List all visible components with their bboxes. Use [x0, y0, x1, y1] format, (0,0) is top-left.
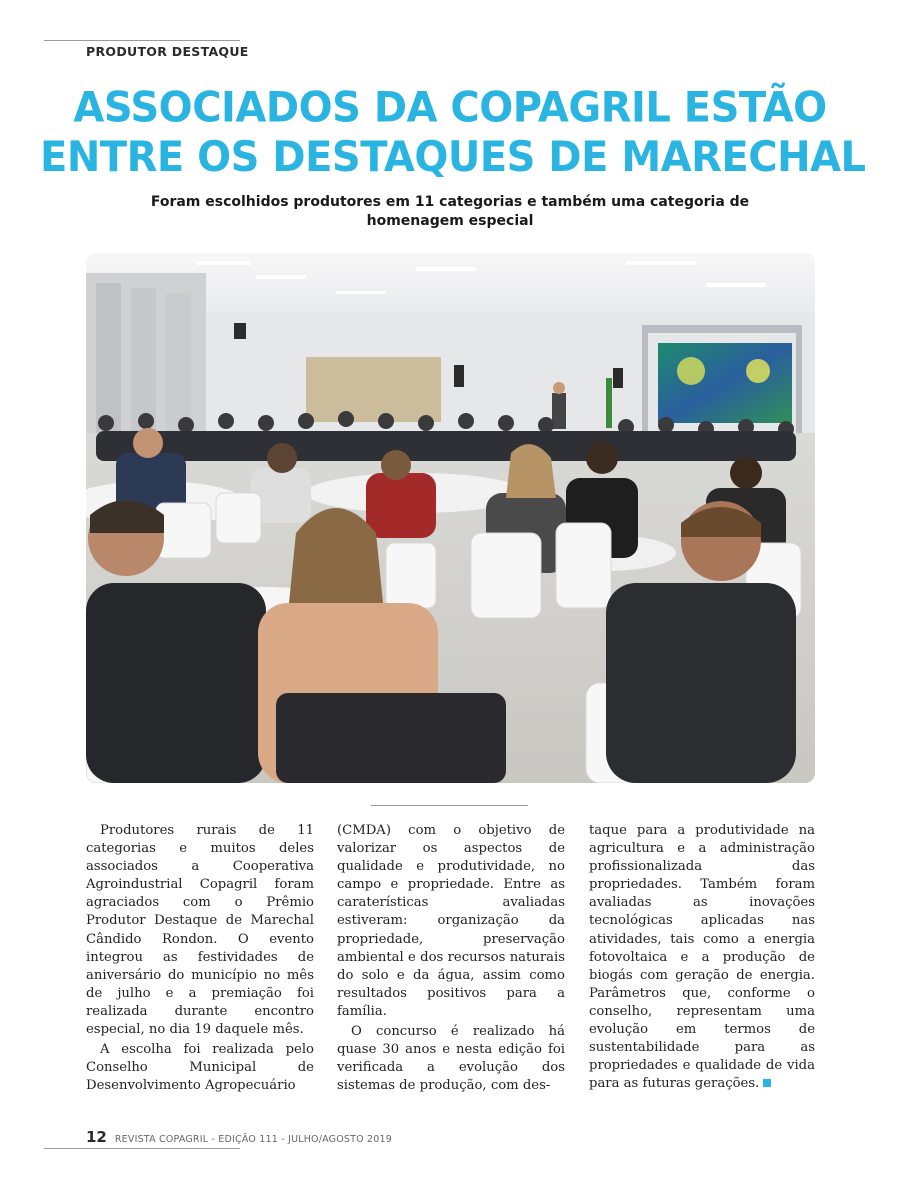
subheadline-line-1: Foram escolhidos produtores em 11 categorias e também uma categoria de [150, 194, 750, 210]
page-footer [86, 1128, 392, 1146]
section-label: PRODUTOR DESTAQUE [86, 44, 249, 59]
end-of-article-icon [763, 1079, 771, 1087]
body-column-1 [86, 822, 314, 1095]
headline-line-2: ENTRE OS DESTAQUES DE MARECHAL [40, 133, 866, 182]
subheadline-line-2: homenagem especial [366, 213, 534, 229]
body-paragraph: A escolha foi realizada pelo Conselho Municipal de Desenvolvimento Agropecuário [86, 1042, 314, 1094]
body-column-3 [589, 822, 815, 1093]
body-paragraph: Produtores rurais de 11 categorias e muitos deles associados a Cooperativa Agroindustrial Copagril foram agraciados com o Prêmio Produtor Destaque de Marechal Cândido Rondon. O evento integrou as festividades de aniversário do município no mês de julho e a premiação foi realizada durante encontro especial, no dia 19 daquele mês. [86, 823, 314, 1038]
body-column-2 [337, 822, 565, 1095]
body-paragraph-text: taque para a produtividade na agricultura e a administração profissionalizada das propriedades. Também foram avaliadas as inovações tecnológicas aplicadas nas atividades, tais como a energia fotovoltaica e a produção de biogás com geração de energia. Parâmetros que, conforme o conselho, representam uma evolução em termos de sustentabilidade para as propriedades e qualidade de vida para as futuras gerações. [589, 823, 815, 1092]
body-paragraph: O concurso é realizado há quase 30 anos e nesta edição foi verificada a evolução dos sistemas de produção, com des- [337, 1024, 565, 1094]
mid-divider [371, 805, 528, 806]
event-photo [86, 253, 815, 783]
event-photo-illustration [86, 253, 815, 783]
bottom-divider [44, 1148, 240, 1149]
subheadline [120, 193, 780, 231]
body-paragraph: (CMDA) com o objetivo de valorizar os aspectos de qualidade e produtividade, no campo e propriedade. Entre as caraterísticas avaliadas estiveram: organização da propriedade, preservação ambiental e dos recursos naturais do solo e da água, assim como resultados positivos para a família. [337, 823, 565, 1019]
magazine-info: REVISTA COPAGRIL - EDIÇÃO 111 - JULHO/AGOSTO 2019 [114, 1134, 393, 1145]
body-paragraph-last [589, 822, 815, 1093]
page-number: 12 [86, 1128, 107, 1146]
top-divider [44, 40, 240, 41]
headline-line-1: ASSOCIADOS DA COPAGRIL ESTÃO [73, 83, 827, 132]
headline [40, 83, 866, 183]
